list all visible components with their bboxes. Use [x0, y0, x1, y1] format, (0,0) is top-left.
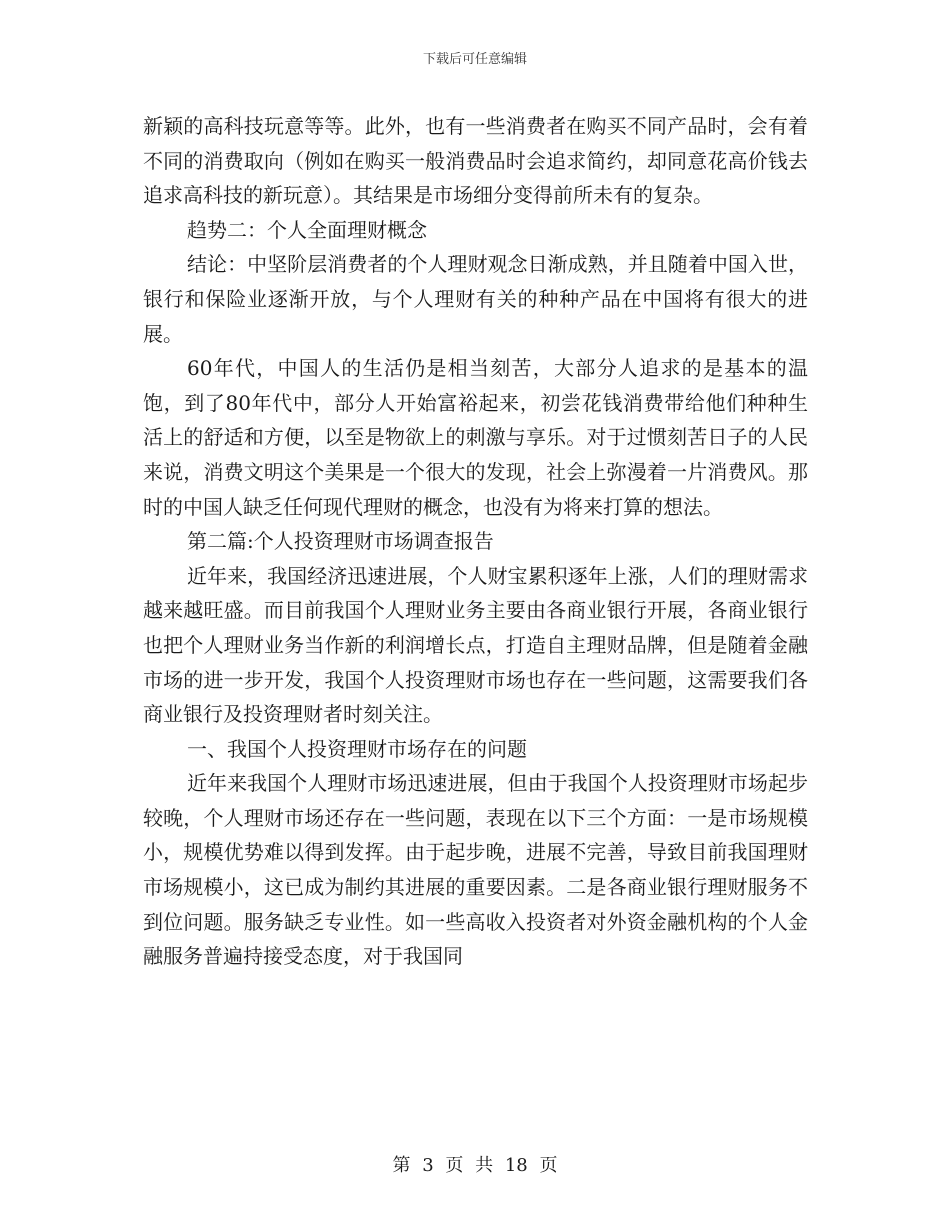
section-heading-trend-two: 趋势二：个人全面理财概念: [187, 217, 427, 242]
section-heading-part-two: 第二篇:个人投资理财市场调查报告: [187, 529, 494, 554]
paragraph-problems: 近年来我国个人理财市场迅速进展，但由于我国个人投资理财市场起步较晚，个人理财市场还存在一些问题，表现在以下三个方面：一是市场规模小，规模优势难以得到发挥。由于起步晚，进展不完善，导致目前我国理财市场规模小，这已成为制约其进展的重要因素。二是各商业银行理财服务不到位问题。服务缺乏专业性。如一些高收入投资者对外资金融机构的个人金融服务普遍持接受态度，对于我国同: [143, 771, 808, 969]
paragraph-1: 新颖的高科技玩意等等。此外，也有一些消费者在购买不同产品时，会有着不同的消费取向（例如在购买一般消费品时会追求简约，却同意花高价钱去追求高科技的新玩意）。其结果是市场细分变得前所未有的复杂。: [143, 114, 808, 208]
document-body: [143, 109, 808, 974]
paragraph-conclusion: 结论：中坚阶层消费者的个人理财观念日渐成熟，并且随着中国入世，银行和保险业逐渐开放，与个人理财有关的种种产品在中国将有很大的进展。: [143, 252, 808, 346]
paragraph-sixties: 60年代，中国人的生活仍是相当刻苦，大部分人追求的是基本的温饱，到了80年代中，部分人开始富裕起来，初尝花钱消费带给他们种种生活上的舒适和方便，以至是物欲上的刺激与享乐。对于过惯刻苦日子的人民来说，消费文明这个美果是一个很大的发现，社会上弥漫着一片消费风。那时的中国人缺乏任何现代理财的概念，也没有为将来打算的想法。: [143, 356, 808, 519]
section-heading-problems: 一、我国个人投资理财市场存在的问题: [187, 736, 527, 761]
page-header: 下载后可任意编辑: [422, 52, 527, 67]
page-number: 第 3 页 共 18 页: [392, 1155, 558, 1176]
paragraph-recent-years: 近年来，我国经济迅速进展，个人财宝累积逐年上涨，人们的理财需求越来越旺盛。而目前我国个人理财业务主要由各商业银行开展，各商业银行也把个人理财业务当作新的利润增长点，打造自主理财品牌，但是随着金融市场的进一步开发，我国个人投资理财市场也存在一些问题，这需要我们各商业银行及投资理财者时刻关注。: [143, 563, 808, 727]
